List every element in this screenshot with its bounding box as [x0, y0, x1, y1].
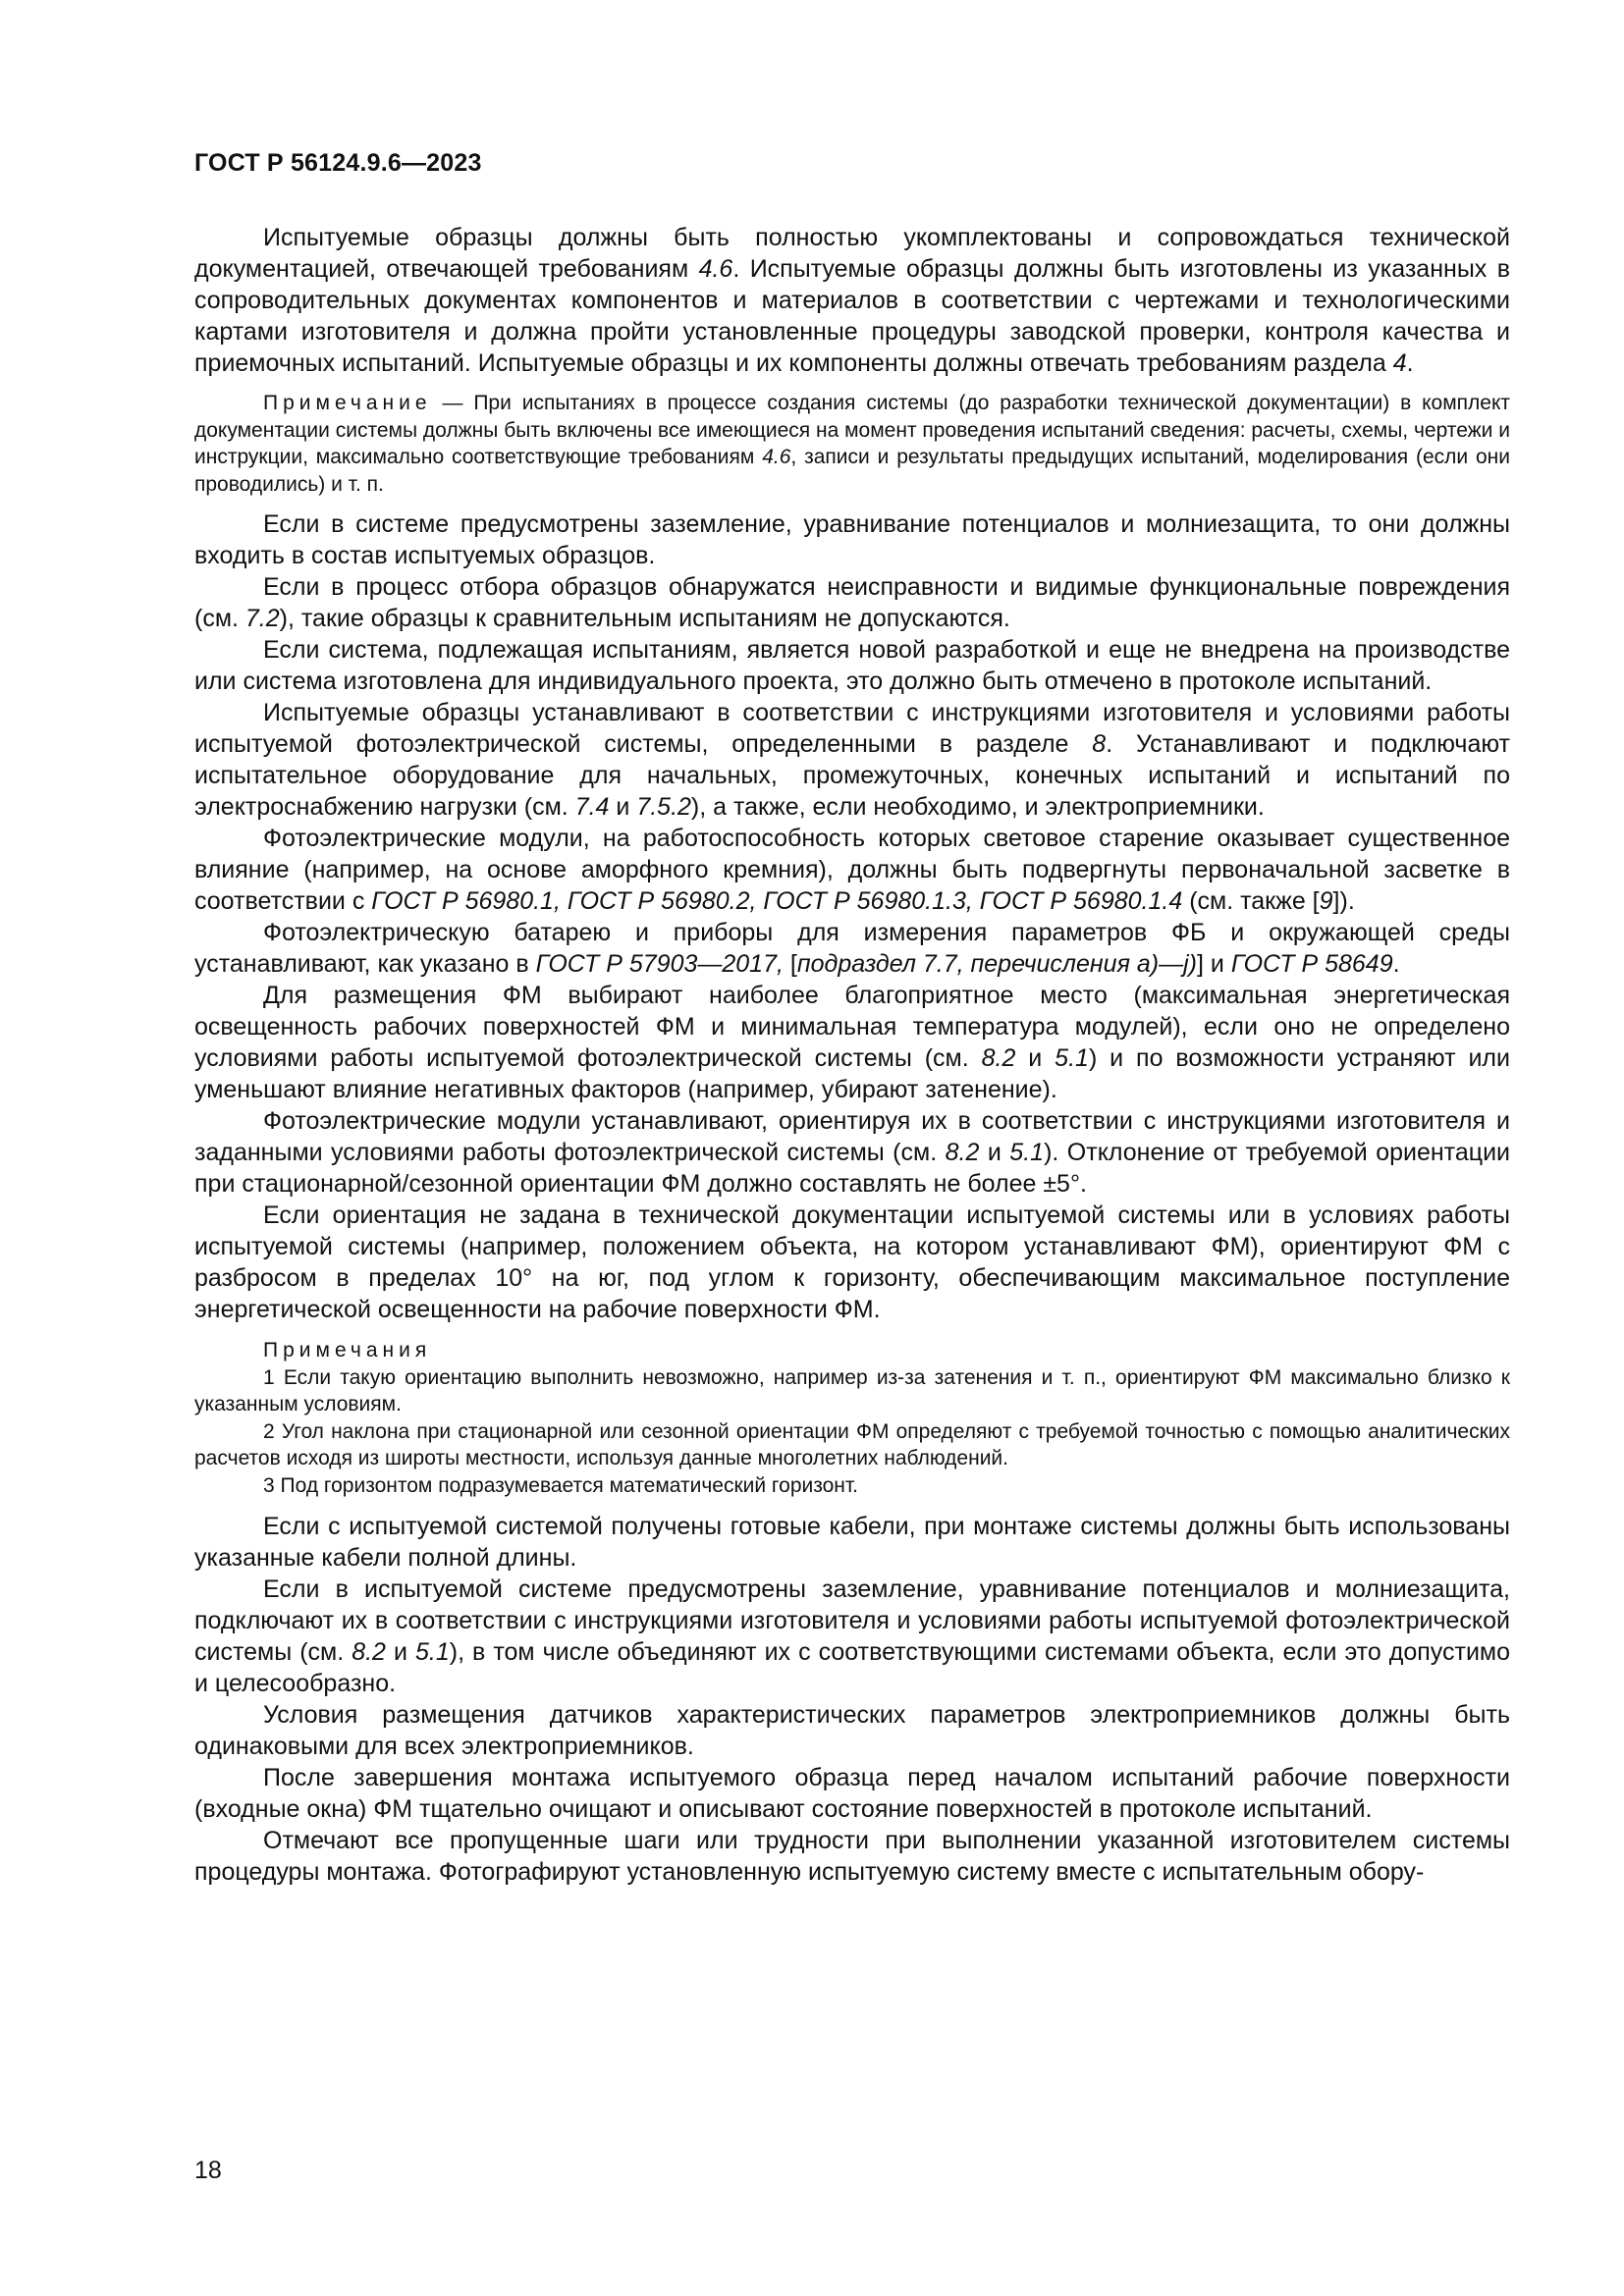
- note-1: Примечание — При испытаниях в процессе создания системы (до разработки технической документации) в комплект документации системы должны быть включены все имеющиеся на момент проведения испытаний сведения: расчеты, схемы, чертежи и инструкции, максимально соответствующие требованиям 4.6, записи и результаты предыдущих испытаний, моделирования (если они проводились) и т. п.: [194, 392, 1510, 496]
- paragraph-9: Фотоэлектрические модули устанавливают, ориентируя их в соответствии с инструкциями изготовителя и заданными условиями работы фотоэлектрической системы (см. 8.2 и 5.1). Отклонение от требуемой ориентации при стационарной/сезонной ориентации ФМ должно составлять не более ±5°.: [194, 1107, 1511, 1198]
- ref-section: 8.2: [352, 1638, 386, 1666]
- paragraph-10: Если ориентация не задана в технической документации испытуемой системы или в условиях работы испытуемой системы (например, положением объекта, на котором устанавливают ФМ), ориентируют ФМ с разбросом в пределах 10° на юг, под углом к горизонту, обеспечивающим максимальное поступление энергетической освещенности на рабочие поверхности ФМ.: [194, 1201, 1510, 1323]
- paragraph-13: Условия размещения датчиков характеристических параметров электроприемников должны быть одинаковыми для всех электроприемников.: [194, 1701, 1510, 1760]
- ref-section: 4: [1392, 349, 1407, 377]
- paragraph-12: Если в испытуемой системе предусмотрены заземление, уравнивание потенциалов и молниезащита, подключают их в соответствии с инструкциями изготовителя и условиями работы испытуемой фотоэлектрической системы (см. 8.2 и 5.1), в том числе объединяют их с соответствующими системами объекта, если это допустимо и целесообразно.: [194, 1575, 1510, 1697]
- document-body: [194, 222, 1510, 1888]
- ref-section: 7.2: [244, 605, 280, 632]
- ref-section: 7.4: [574, 793, 610, 821]
- paragraph-7: Фотоэлектрическую батарею и приборы для измерения параметров ФБ и окружающей среды устанавливают, как указано в ГОСТ Р 57903—2017, [подраздел 7.7, перечисления а)—j)] и ГОСТ Р 58649.: [194, 919, 1510, 978]
- paragraph-3: Если в процесс отбора образцов обнаружатся неисправности и видимые функциональные повреждения (см. 7.2), такие образцы к сравнительным испытаниям не допускаются.: [194, 573, 1510, 632]
- ref-subsection: подраздел 7.7, перечисления а)—j): [796, 950, 1197, 978]
- paragraph-5: Испытуемые образцы устанавливают в соответствии с инструкциями изготовителя и условиями работы испытуемой фотоэлектрической системы, определенными в разделе 8. Устанавливают и подключают испытательное оборудование для начальных, промежуточных, конечных испытаний и испытаний по электроснабжению нагрузки (см. 7.4 и 7.5.2), а также, если необходимо, и электроприемники.: [194, 699, 1510, 821]
- ref-section: 4.6: [762, 446, 791, 468]
- paragraph-2: Если в системе предусмотрены заземление, уравнивание потенциалов и молниезащита, то они должны входить в состав испытуемых образцов.: [194, 510, 1510, 569]
- ref-section: 8.2: [981, 1044, 1016, 1072]
- ref-section: 8.2: [945, 1139, 980, 1166]
- ref-section: 5.1: [1055, 1044, 1089, 1072]
- note-item: 1 Если такую ориентацию выполнить невозможно, например из-за затенения и т. п., ориентируют ФМ максимально близко к указанным условиям.: [194, 1365, 1510, 1415]
- ref-section: 5.1: [414, 1638, 450, 1666]
- ref-section: 7.5.2: [636, 793, 691, 821]
- paragraph-6: Фотоэлектрические модули, на работоспособность которых световое старение оказывает существенное влияние (например, на основе аморфного кремния), должны быть подвергнуты первоначальной засветке в соответствии с ГОСТ Р 56980.1, ГОСТ Р 56980.2, ГОСТ Р 56980.1.3, ГОСТ Р 56980.1.4 (см. также [9]).: [194, 825, 1510, 915]
- ref-section: 4.6: [698, 255, 733, 283]
- paragraph-8: Для размещения ФМ выбирают наиболее благоприятное место (максимальная энергетическая освещенность рабочих поверхностей ФМ и минимальная температура модулей), если оно не определено условиями работы испытуемой фотоэлектрической системы (см. 8.2 и 5.1) и по возможности устраняют или уменьшают влияние негативных факторов (например, убирают затенение).: [194, 982, 1510, 1103]
- notes-block: [194, 1337, 1510, 1499]
- page-number: 18: [194, 2157, 222, 2184]
- note-label: Примечание: [263, 392, 432, 414]
- ref-standard: ГОСТ Р 57903—2017,: [535, 950, 784, 978]
- ref-standard: ГОСТ Р 58649: [1230, 950, 1393, 978]
- note-item: 3 Под горизонтом подразумевается математический горизонт.: [263, 1473, 859, 1497]
- notes-label: Примечания: [263, 1339, 432, 1362]
- ref-bibliography: 9: [1319, 887, 1333, 915]
- paragraph-11: Если с испытуемой системой получены готовые кабели, при монтаже системы должны быть использованы указанные кабели полной длины.: [194, 1513, 1510, 1572]
- paragraph-15: Отмечают все пропущенные шаги или трудности при выполнении указанной изготовителем системы процедуры монтажа. Фотографируют установленную испытуемую систему вместе с испытательным обору-: [194, 1827, 1510, 1886]
- paragraph-1: Испытуемые образцы должны быть полностью укомплектованы и сопровождаться технической документацией, отвечающей требованиям 4.6. Испытуемые образцы должны быть изготовлены из указанных в сопроводительных документах компонентов и материалов в соответствии с чертежами и технологическими картами изготовителя и должна пройти установленные процедуры заводской проверки, контроля качества и приемочных испытаний. Испытуемые образцы и их компоненты должны отвечать требованиям раздела 4.: [194, 224, 1510, 377]
- paragraph-4: Если система, подлежащая испытаниям, является новой разработкой и еще не внедрена на производстве или система изготовлена для индивидуального проекта, это должно быть отмечено в протоколе испытаний.: [194, 636, 1510, 695]
- document-header: ГОСТ Р 56124.9.6—2023: [194, 149, 482, 177]
- ref-section: 5.1: [1009, 1139, 1045, 1166]
- paragraph-14: После завершения монтажа испытуемого образца перед началом испытаний рабочие поверхности (входные окна) ФМ тщательно очищают и описывают состояние поверхностей в протоколе испытаний.: [194, 1764, 1510, 1823]
- note-item: 2 Угол наклона при стационарной или сезонной ориентации ФМ определяют с требуемой точностью с помощью аналитических расчетов исходя из широты местности, используя данные многолетних наблюдений.: [194, 1419, 1510, 1469]
- ref-standards: ГОСТ Р 56980.1, ГОСТ Р 56980.2, ГОСТ Р 56980.1.3, ГОСТ Р 56980.1.4: [371, 887, 1183, 915]
- ref-section: 8: [1092, 730, 1107, 758]
